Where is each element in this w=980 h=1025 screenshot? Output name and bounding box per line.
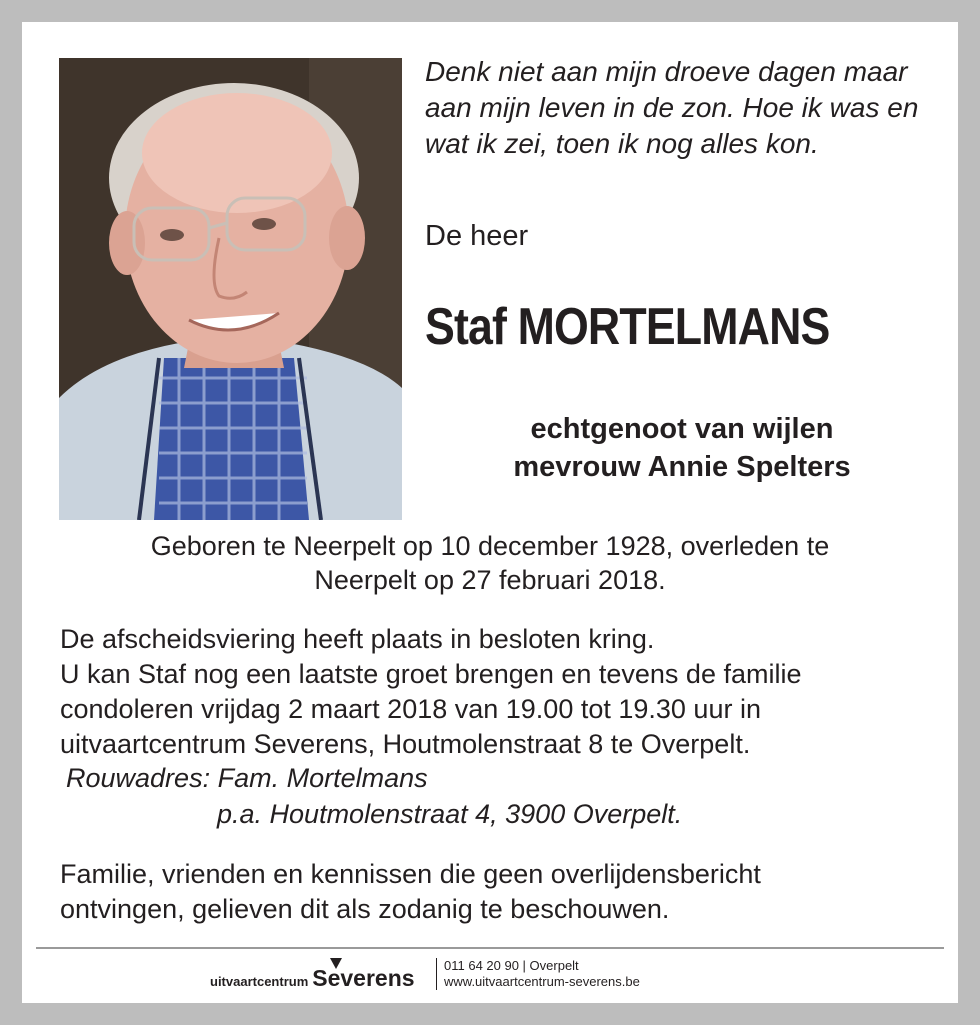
- spouse-info: [422, 410, 942, 486]
- footer-divider: [36, 947, 944, 949]
- obituary-card: [22, 22, 958, 1003]
- brand-name: Severens: [312, 965, 415, 991]
- mourning-address-line: Rouwadres: Fam. Mortelmans: [66, 763, 428, 793]
- memorial-quote: Denk niet aan mijn droeve dagen maar aan mijn leven in de zon. Hoe ik was en wat ik zei, toen ik nog alles kon.: [425, 56, 919, 159]
- family-note-line: ontvingen, gelieven dit als zodanig te beschouwen.: [60, 894, 670, 924]
- funeral-home-logo: [210, 958, 415, 992]
- salutation: De heer: [425, 220, 529, 252]
- spouse-line: echtgenoot van wijlen: [530, 413, 834, 445]
- footer-contact: [444, 958, 640, 990]
- birth-death-info: [42, 529, 938, 597]
- mourning-address-street: p.a. Houtmolenstraat 4, 3900 Overpelt.: [217, 799, 683, 829]
- family-note-line: Familie, vrienden en kennissen die geen overlijdensbericht: [60, 859, 761, 889]
- ceremony-line: uitvaartcentrum Severens, Houtmolenstraat 8 te Overpelt.: [60, 729, 751, 759]
- deceased-name: Staf MORTELMANS: [425, 298, 830, 356]
- spouse-name-line: mevrouw Annie Spelters: [513, 451, 851, 483]
- brand-prefix: uitvaartcentrum: [210, 974, 309, 989]
- ceremony-info: [60, 622, 940, 762]
- family-note: [60, 857, 940, 927]
- footer-separator: [436, 958, 437, 990]
- ceremony-line: De afscheidsviering heeft plaats in besloten kring.: [60, 624, 655, 654]
- death-line: Neerpelt op 27 februari 2018.: [314, 565, 666, 595]
- logo-triangle-icon: [330, 958, 342, 969]
- footer-website[interactable]: www.uitvaartcentrum-severens.be: [444, 974, 640, 989]
- ceremony-line: condoleren vrijdag 2 maart 2018 van 19.00 tot 19.30 uur in: [60, 694, 761, 724]
- birth-line: Geboren te Neerpelt op 10 december 1928, overleden te: [150, 531, 830, 561]
- ceremony-line: U kan Staf nog een laatste groet brengen en tevens de familie: [60, 659, 802, 689]
- portrait-photo: [59, 58, 402, 520]
- footer-phone: 011 64 20 90 | Overpelt: [444, 958, 579, 973]
- portrait-illustration: [59, 58, 402, 520]
